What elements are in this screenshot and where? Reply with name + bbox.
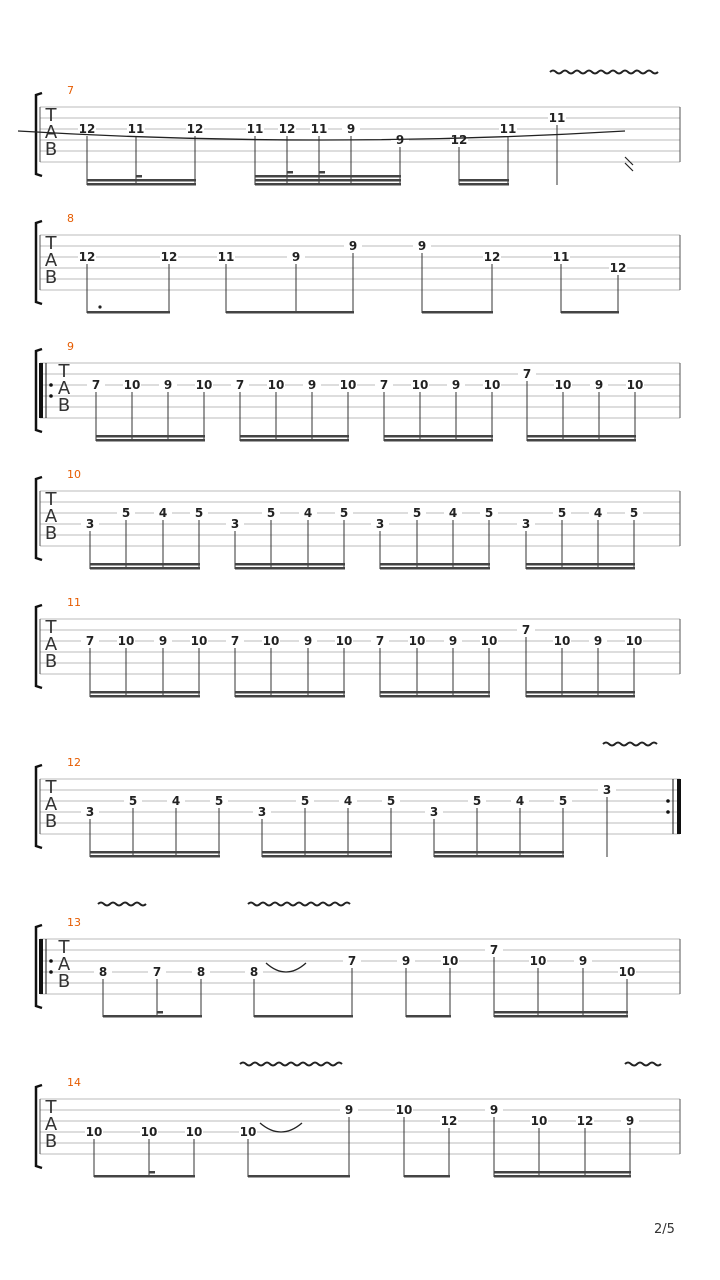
repeat-dot <box>49 394 53 398</box>
fret-number: 7 <box>230 634 240 648</box>
tab-clef-letter: B <box>44 139 58 160</box>
repeat-dot <box>49 970 53 974</box>
fret-number: 5 <box>386 794 396 808</box>
tab-clef-letter: A <box>44 250 58 271</box>
fret-number: 11 <box>552 250 570 264</box>
fret-number: 9 <box>417 239 427 253</box>
measure-number: 9 <box>67 340 74 353</box>
tab-clef-letter: T <box>58 361 70 382</box>
fret-number: 10 <box>195 378 213 392</box>
system-14 <box>36 1076 680 1178</box>
beam <box>90 855 220 858</box>
fret-number: 3 <box>85 805 95 819</box>
repeat-start-thick-bar <box>39 363 43 418</box>
fret-number: 9 <box>348 239 358 253</box>
fret-number: 12 <box>186 122 204 136</box>
fret-number: 12 <box>78 122 96 136</box>
beam <box>255 179 401 182</box>
tab-clef-letter: B <box>57 395 71 416</box>
fret-number: 7 <box>85 634 95 648</box>
tab-clef-letter: T <box>45 617 57 638</box>
fret-number: 7 <box>379 378 389 392</box>
fret-number: 10 <box>483 378 501 392</box>
beam-stub <box>157 1011 163 1014</box>
beam <box>384 435 493 438</box>
fret-number: 12 <box>278 122 296 136</box>
vibrato-mark <box>625 1063 661 1066</box>
tab-clef-letter: B <box>44 267 58 288</box>
fret-number: 3 <box>521 517 531 531</box>
fret-number: 12 <box>576 1114 594 1128</box>
beam <box>235 563 345 566</box>
system-bracket <box>36 477 42 560</box>
fret-number: 10 <box>480 634 498 648</box>
fret-number: 5 <box>339 506 349 520</box>
system-9 <box>36 340 680 442</box>
beam <box>90 851 220 854</box>
fret-number: 9 <box>163 378 173 392</box>
fret-number: 7 <box>375 634 385 648</box>
fret-number: 9 <box>448 634 458 648</box>
system-8 <box>36 212 680 314</box>
fret-number: 7 <box>521 623 531 637</box>
fret-number: 10 <box>339 378 357 392</box>
beam <box>494 1015 628 1018</box>
beam <box>406 1015 451 1018</box>
fret-number: 9 <box>594 378 604 392</box>
fret-number: 11 <box>499 122 517 136</box>
beam <box>254 1015 353 1018</box>
fret-number: 12 <box>78 250 96 264</box>
fret-number: 11 <box>310 122 328 136</box>
beam <box>404 1175 450 1178</box>
beam <box>527 435 636 438</box>
system-11 <box>36 596 680 698</box>
fret-number: 9 <box>158 634 168 648</box>
fret-number: 10 <box>618 965 636 979</box>
beam-stub <box>319 171 325 174</box>
beam <box>526 695 635 698</box>
tab-clef-letter: B <box>57 971 71 992</box>
vibrato-mark <box>550 71 658 74</box>
beam <box>96 439 205 442</box>
beam <box>87 183 196 186</box>
fret-number: 4 <box>448 506 458 520</box>
page-number: 2/5 <box>654 1222 675 1237</box>
fret-number: 5 <box>484 506 494 520</box>
tab-clef-letter: T <box>45 233 57 254</box>
fret-number: 8 <box>98 965 108 979</box>
fret-number: 10 <box>395 1103 413 1117</box>
fret-number: 3 <box>85 517 95 531</box>
fret-number: 11 <box>217 250 235 264</box>
fret-number: 9 <box>451 378 461 392</box>
fret-number: 5 <box>558 794 568 808</box>
fret-number: 10 <box>626 378 644 392</box>
tab-clef-letter: B <box>44 523 58 544</box>
system-10 <box>36 468 680 570</box>
fret-number: 7 <box>522 367 532 381</box>
system-bracket <box>36 221 42 304</box>
system-12 <box>36 756 681 858</box>
beam <box>561 311 619 314</box>
dot <box>98 305 101 308</box>
fret-number: 8 <box>249 965 259 979</box>
fret-number: 4 <box>158 506 168 520</box>
measure-number: 7 <box>67 84 74 97</box>
measure-number: 11 <box>67 596 81 609</box>
fret-number: 4 <box>515 794 525 808</box>
fret-number: 9 <box>303 634 313 648</box>
beam <box>235 691 345 694</box>
vibrato-mark <box>98 903 146 906</box>
beam <box>94 1175 195 1178</box>
beam <box>494 1171 631 1174</box>
beam <box>235 567 345 570</box>
fret-number: 4 <box>343 794 353 808</box>
fret-number: 10 <box>117 634 135 648</box>
beam <box>262 855 392 858</box>
beam <box>90 567 200 570</box>
tab-clef-letter: T <box>45 489 57 510</box>
tie-arc <box>266 963 306 972</box>
system-bracket <box>36 1085 42 1168</box>
measure-number: 12 <box>67 756 81 769</box>
beam <box>248 1175 350 1178</box>
fret-number: 10 <box>335 634 353 648</box>
fret-number: 10 <box>190 634 208 648</box>
beam <box>226 311 354 314</box>
fret-number: 9 <box>346 122 356 136</box>
fret-number: 5 <box>194 506 204 520</box>
fret-number: 4 <box>303 506 313 520</box>
fret-number: 10 <box>411 378 429 392</box>
fret-number: 7 <box>235 378 245 392</box>
beam <box>434 851 564 854</box>
fret-number: 10 <box>441 954 459 968</box>
fret-number: 9 <box>578 954 588 968</box>
repeat-dot <box>49 383 53 387</box>
fret-number: 10 <box>85 1125 103 1139</box>
beam <box>255 175 401 178</box>
tie-arc <box>260 1123 302 1132</box>
repeat-dot <box>49 959 53 963</box>
fret-number: 10 <box>123 378 141 392</box>
system-13 <box>36 916 680 1018</box>
beam <box>380 563 490 566</box>
fret-number: 3 <box>257 805 267 819</box>
beam <box>90 563 200 566</box>
flag <box>625 157 633 171</box>
beam <box>527 439 636 442</box>
beam <box>384 439 493 442</box>
beam <box>255 183 401 186</box>
beam <box>526 563 635 566</box>
repeat-dot <box>666 810 670 814</box>
fret-number: 9 <box>593 634 603 648</box>
fret-number: 10 <box>625 634 643 648</box>
tab-clef-letter: B <box>44 811 58 832</box>
beam-stub <box>287 171 293 174</box>
repeat-end-thick-bar <box>677 779 681 834</box>
fret-number: 11 <box>246 122 264 136</box>
fret-number: 10 <box>530 1114 548 1128</box>
tab-clef-letter: A <box>44 506 58 527</box>
beam <box>494 1011 628 1014</box>
beam <box>380 691 490 694</box>
fret-number: 9 <box>344 1103 354 1117</box>
fret-number: 10 <box>239 1125 257 1139</box>
fret-number: 4 <box>171 794 181 808</box>
beam-stub <box>149 1171 155 1174</box>
beam <box>459 179 509 182</box>
measure-number: 10 <box>67 468 81 481</box>
repeat-start-thick-bar <box>39 939 43 994</box>
fret-number: 12 <box>483 250 501 264</box>
fret-number: 10 <box>554 378 572 392</box>
fret-number: 5 <box>300 794 310 808</box>
tab-clef-letter: A <box>44 794 58 815</box>
fret-number: 10 <box>529 954 547 968</box>
system-7 <box>18 84 680 186</box>
fret-number: 5 <box>266 506 276 520</box>
beam <box>434 855 564 858</box>
fret-number: 3 <box>230 517 240 531</box>
system-bracket <box>36 605 42 688</box>
fret-number: 5 <box>629 506 639 520</box>
beam <box>103 1015 202 1018</box>
beam <box>90 695 200 698</box>
fret-number: 10 <box>267 378 285 392</box>
fret-number: 7 <box>91 378 101 392</box>
beam <box>87 179 196 182</box>
tab-clef-letter: T <box>45 1097 57 1118</box>
fret-number: 7 <box>489 943 499 957</box>
fret-number: 9 <box>489 1103 499 1117</box>
fret-number: 9 <box>291 250 301 264</box>
beam-stub <box>136 175 142 178</box>
fret-number: 10 <box>262 634 280 648</box>
tab-clef-letter: T <box>45 777 57 798</box>
tab-clef-letter: T <box>58 937 70 958</box>
tab-clef-letter: B <box>44 651 58 672</box>
beam <box>90 691 200 694</box>
vibrato-mark <box>240 1063 342 1066</box>
measure-number: 8 <box>67 212 74 225</box>
beam <box>526 691 635 694</box>
fret-number: 7 <box>347 954 357 968</box>
fret-number: 5 <box>128 794 138 808</box>
repeat-dot <box>666 799 670 803</box>
fret-number: 3 <box>375 517 385 531</box>
fret-number: 4 <box>593 506 603 520</box>
tab-clef-letter: A <box>44 122 58 143</box>
tab-clef-letter: A <box>44 1114 58 1135</box>
beam <box>526 567 635 570</box>
vibrato-mark <box>248 903 350 906</box>
fret-number: 10 <box>553 634 571 648</box>
fret-number: 5 <box>412 506 422 520</box>
beam <box>96 435 205 438</box>
fret-number: 9 <box>395 133 405 147</box>
fret-number: 12 <box>609 261 627 275</box>
fret-number: 12 <box>440 1114 458 1128</box>
fret-number: 3 <box>602 783 612 797</box>
fret-number: 9 <box>307 378 317 392</box>
beam <box>240 435 349 438</box>
beam <box>240 439 349 442</box>
beam <box>494 1175 631 1178</box>
measure-number: 14 <box>67 1076 81 1089</box>
system-bracket <box>36 93 42 176</box>
fret-number: 10 <box>408 634 426 648</box>
beam <box>380 695 490 698</box>
tab-clef-letter: B <box>44 1131 58 1152</box>
fret-number: 9 <box>625 1114 635 1128</box>
beam <box>87 311 170 314</box>
beam <box>422 311 493 314</box>
fret-number: 8 <box>196 965 206 979</box>
fret-number: 5 <box>472 794 482 808</box>
tab-clef-letter: T <box>45 105 57 126</box>
fret-number: 5 <box>557 506 567 520</box>
vibrato-mark <box>603 743 657 746</box>
fret-number: 5 <box>121 506 131 520</box>
tab-clef-letter: A <box>57 378 71 399</box>
tab-clef-letter: A <box>44 634 58 655</box>
fret-number: 11 <box>127 122 145 136</box>
fret-number: 12 <box>450 133 468 147</box>
fret-number: 10 <box>140 1125 158 1139</box>
fret-number: 9 <box>401 954 411 968</box>
system-bracket <box>36 765 42 848</box>
fret-number: 7 <box>152 965 162 979</box>
beam <box>380 567 490 570</box>
measure-number: 13 <box>67 916 81 929</box>
fret-number: 3 <box>429 805 439 819</box>
fret-number: 11 <box>548 111 566 125</box>
fret-number: 12 <box>160 250 178 264</box>
fret-number: 10 <box>185 1125 203 1139</box>
beam <box>235 695 345 698</box>
beam <box>262 851 392 854</box>
tab-clef-letter: A <box>57 954 71 975</box>
fret-number: 5 <box>214 794 224 808</box>
beam <box>459 183 509 186</box>
